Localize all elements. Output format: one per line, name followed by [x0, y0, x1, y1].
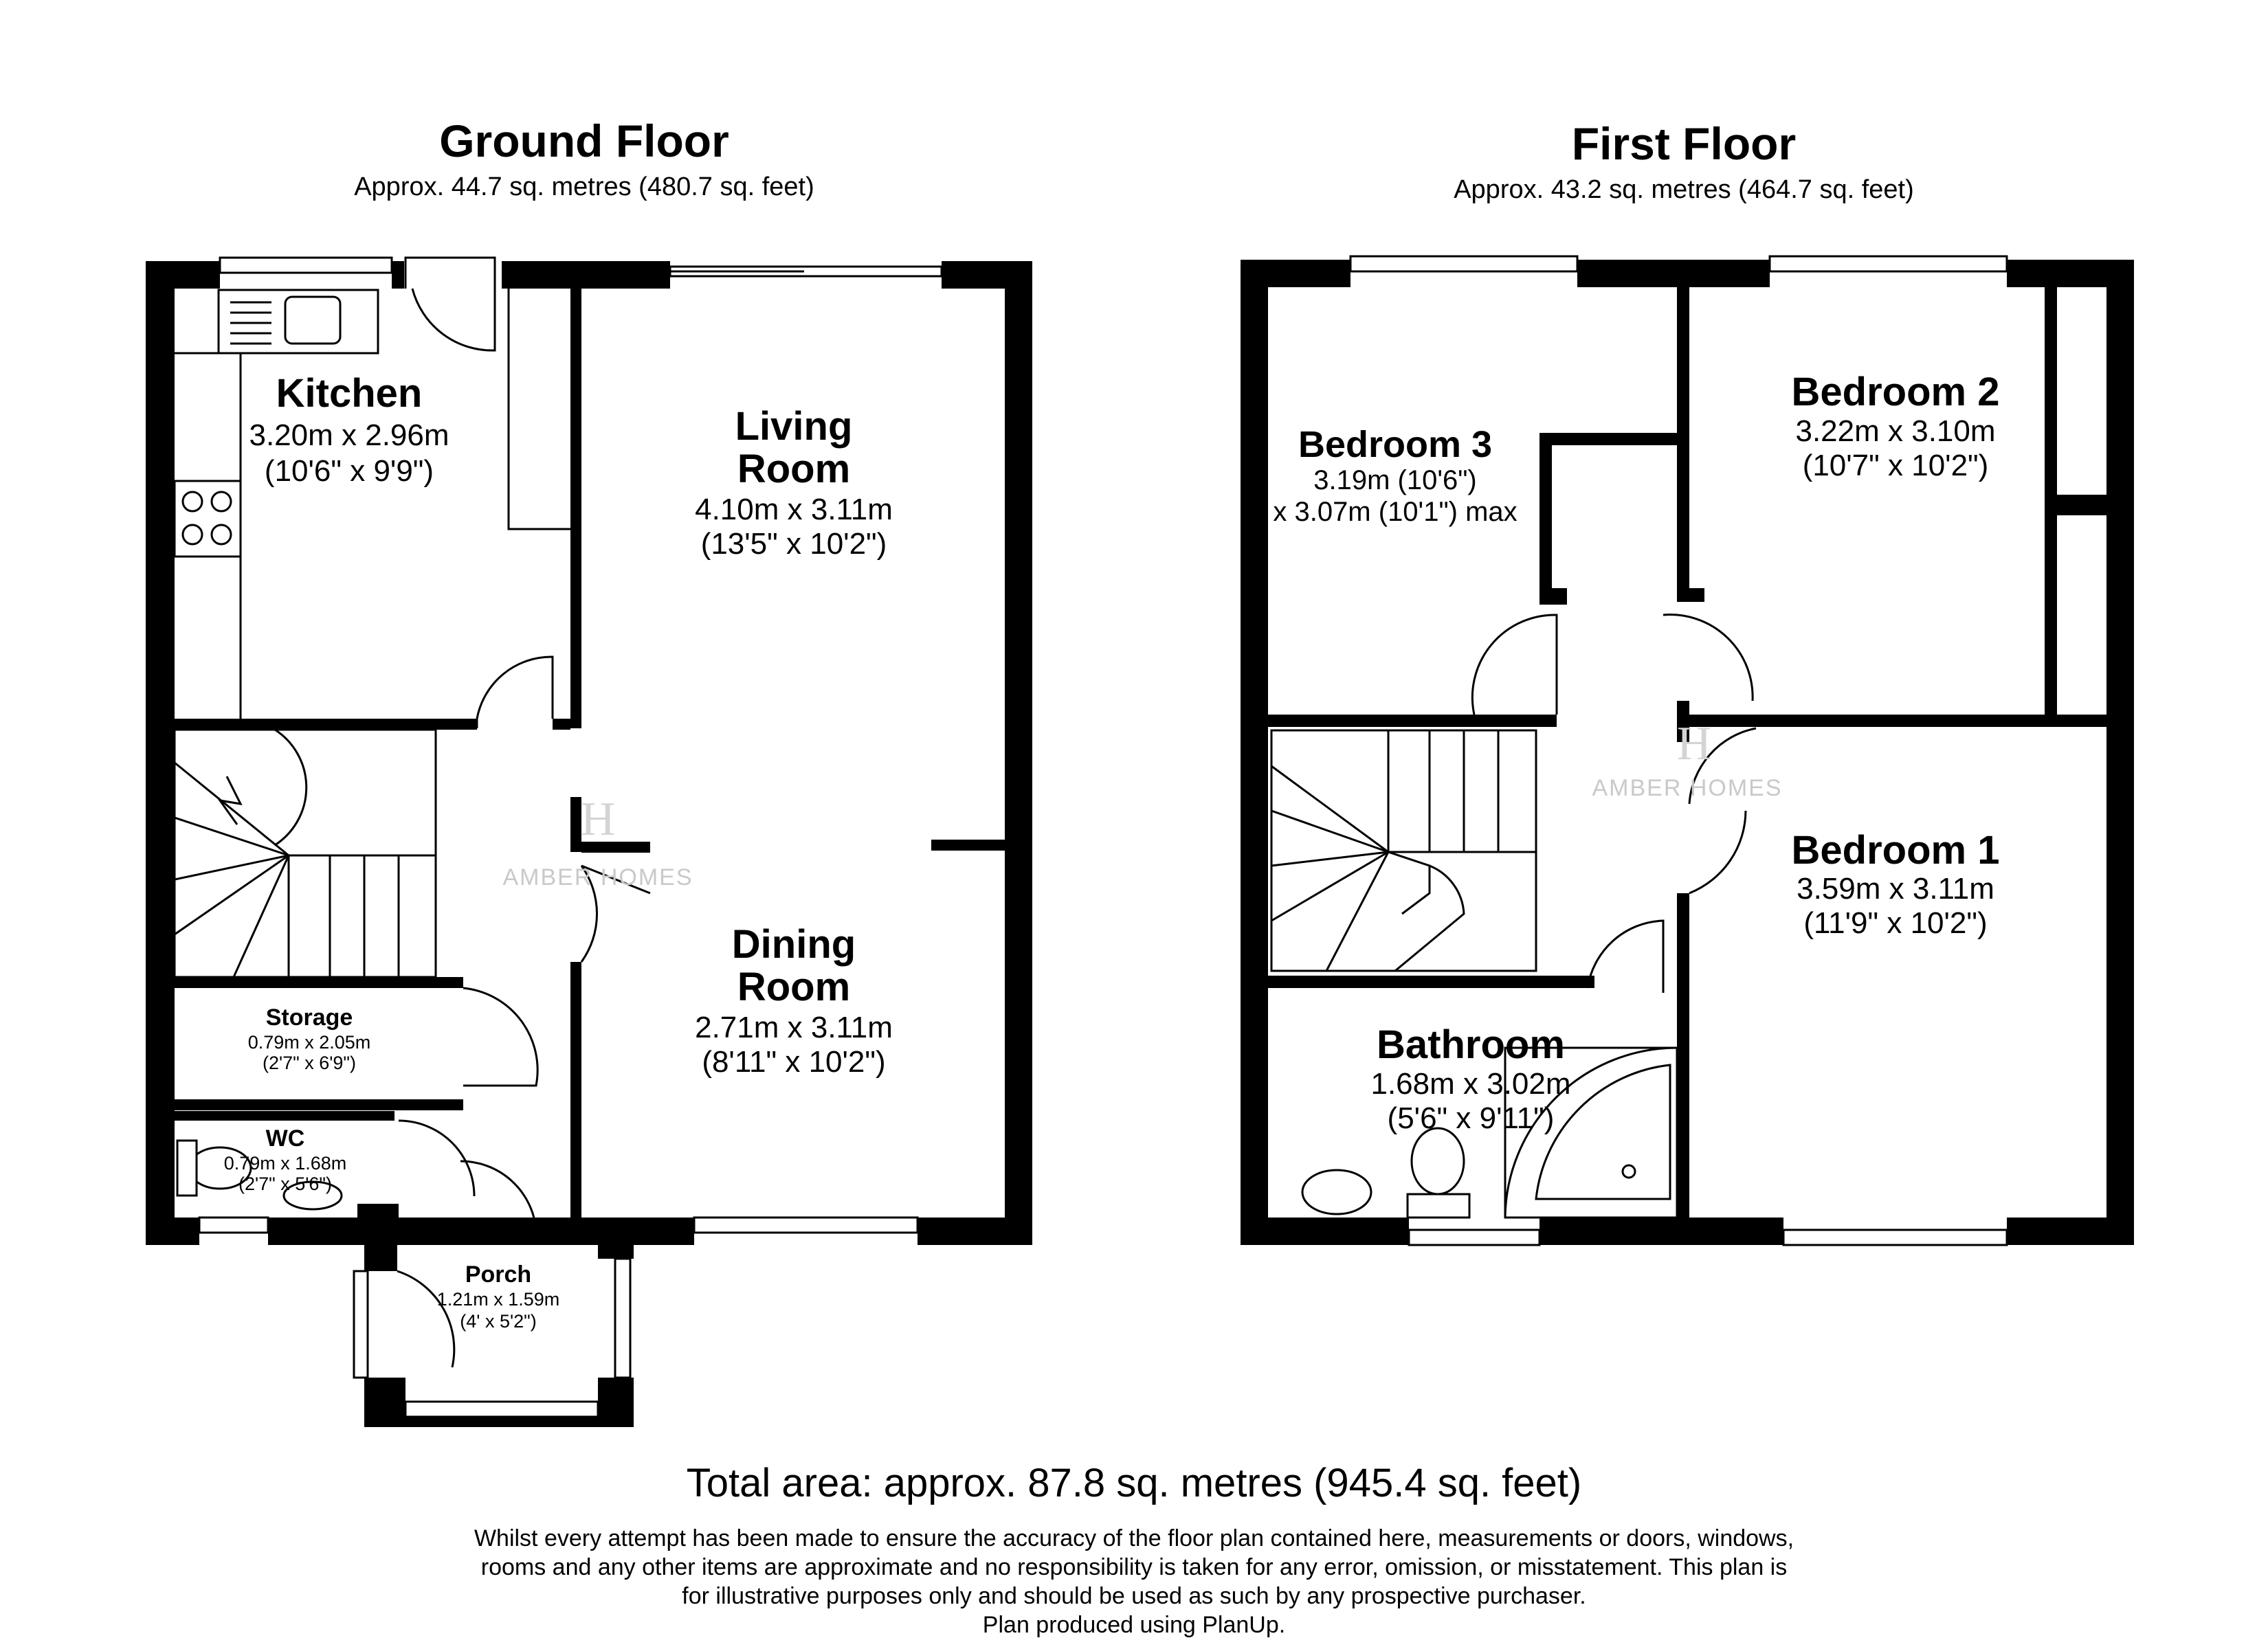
ff-bedroom1-window [1783, 1230, 2007, 1245]
porch-name: Porch [465, 1261, 532, 1288]
ff-toilet [1412, 1128, 1464, 1194]
storage-dim-m: 0.79m x 2.05m [247, 1032, 371, 1053]
ff-bedroom2-window [1770, 256, 2007, 271]
kitchen-name: Kitchen [276, 371, 423, 416]
disclaimer-line-4: Plan produced using PlanUp. [982, 1612, 1286, 1638]
ff-bedroom3-door [1472, 615, 1557, 715]
gf-porch-window-west [354, 1271, 368, 1378]
storage-name: Storage [265, 1005, 353, 1031]
ground-floor-area: Approx. 44.7 sq. metres (480.7 sq. feet) [354, 172, 814, 201]
bedroom2-dim-m: 3.22m x 3.10m [1795, 414, 1996, 448]
ff-watermark-text: AMBER HOMES [1592, 775, 1783, 801]
gf-wall-north-a [146, 261, 220, 289]
first-floor-title: First Floor [1571, 118, 1797, 169]
dining-room-dim-ft: (8'11" x 10'2") [702, 1045, 886, 1079]
bedroom1-dim-m: 3.59m x 3.11m [1797, 872, 1994, 906]
ff-wall-south-a [1241, 1218, 1409, 1245]
disclaimer-line-1: Whilst every attempt has been made to ensure the accuracy of the floor plan contained here, measurements or doors, windows, [474, 1525, 1794, 1551]
gf-kitchen-window [220, 258, 392, 273]
gf-porch-window-east [615, 1259, 630, 1378]
ff-wall-south-c [2007, 1218, 2134, 1245]
bedroom1-name: Bedroom 1 [1791, 828, 2000, 873]
dining-room-name-2: Room [737, 965, 851, 1009]
gf-wall-porch-ne [598, 1218, 634, 1259]
ff-wall-bed3-south [1268, 715, 1557, 727]
disclaimer-line-3: for illustrative purposes only and should be used as such by any prospective purchaser. [682, 1583, 1586, 1609]
wc-dim-m: 0.79m x 1.68m [223, 1153, 347, 1174]
bathroom-name: Bathroom [1377, 1022, 1565, 1067]
ground-floor-title: Ground Floor [439, 115, 729, 166]
gf-back-door-swing [412, 289, 495, 350]
gf-wc-cistern [177, 1141, 197, 1196]
gf-wall-south-c [918, 1218, 1032, 1245]
living-room-dim-m: 4.10m x 3.11m [695, 493, 893, 526]
total-area: Total area: approx. 87.8 sq. metres (945.4 sq. feet) [686, 1461, 1582, 1505]
gf-storage-door [463, 988, 537, 1086]
ff-wall-cupboard-north [1539, 433, 1677, 445]
gf-wall-kitchen-living [570, 289, 581, 728]
gf-wall-south-a [146, 1218, 199, 1245]
ff-wardrobe-divider [2045, 495, 2106, 515]
gf-wall-north-c [502, 261, 670, 289]
ff-bathroom-window [1409, 1230, 1539, 1245]
wc-dim-ft: (2'7" x 5'6") [238, 1174, 333, 1194]
gf-wall-kitchen-south [175, 719, 477, 730]
ff-bath-plughole [1623, 1165, 1635, 1178]
ff-wall-bed3-door-jamb [1539, 588, 1567, 605]
bedroom1-dim-ft: (11'9" x 10'2") [1803, 906, 1988, 940]
ff-bath-basin [1302, 1170, 1371, 1214]
first-floor-plan [1241, 256, 2134, 1245]
dining-room-dim-m: 2.71m x 3.11m [695, 1011, 893, 1044]
gf-front-door [397, 1271, 454, 1367]
ff-bedroom3-window [1350, 256, 1577, 271]
gf-wall-living-dining-stub [931, 840, 1005, 851]
ff-wall-north-a [1241, 260, 1350, 287]
ff-wall-west [1241, 260, 1268, 1245]
kitchen-dim-m: 3.20m x 2.96m [249, 418, 449, 452]
gf-staircase [175, 730, 436, 977]
gf-hob [175, 481, 241, 557]
gf-wall-stairs-south [175, 977, 463, 988]
gf-wall-hall-living-a [570, 797, 581, 852]
ff-toilet-cistern [1408, 1194, 1469, 1218]
gf-wall-storage-south [175, 1099, 463, 1110]
ff-wall-bath-north [1268, 976, 1594, 988]
ff-wall-north-b [1577, 260, 1770, 287]
ff-staircase [1271, 730, 1536, 971]
wc-name: WC [265, 1125, 305, 1152]
ff-wall-bed2-door-jamb [1677, 588, 1704, 602]
dining-room-name-1: Dining [731, 922, 856, 967]
bedroom3-name: Bedroom 3 [1298, 424, 1493, 465]
gf-kitchen-worktop-east [509, 289, 570, 529]
ff-wall-cupboard-west [1539, 433, 1552, 605]
gf-back-door-frame [405, 258, 495, 289]
gf-wall-west [146, 261, 175, 1245]
porch-dim-m: 1.21m x 1.59m [436, 1289, 560, 1310]
ff-bedroom2-door [1663, 615, 1753, 701]
ff-wall-bed3-bed2 [1677, 287, 1689, 602]
bedroom2-dim-ft: (10'7" x 10'2") [1802, 449, 1989, 482]
gf-sink-bowl [285, 297, 340, 344]
gf-kitchen-door-jamb [553, 719, 570, 730]
disclaimer-line-2: rooms and any other items are approximate and no responsibility is taken for any error, omission, or misstatement. This plan is [480, 1554, 1788, 1580]
bedroom3-dim-2: x 3.07m (10'1") max [1273, 497, 1517, 527]
gf-wc-window [199, 1218, 268, 1233]
first-floor-area: Approx. 43.2 sq. metres (464.7 sq. feet) [1454, 175, 1914, 204]
ff-bedroom1-door [1689, 811, 1746, 893]
gf-wall-east [1005, 261, 1032, 1245]
gf-dining-window [694, 1218, 918, 1233]
gf-wall-hall-dining [570, 962, 581, 1218]
gf-wc-door [399, 1121, 474, 1196]
gf-watermark-text: AMBER HOMES [502, 864, 693, 890]
ff-watermark-logo: H [1676, 717, 1712, 770]
gf-kitchen-door [477, 657, 553, 728]
living-room-dim-ft: (13'5" x 10'2") [700, 527, 887, 561]
gf-watermark-logo: H [580, 793, 616, 846]
living-room-name-2: Room [737, 447, 851, 491]
bedroom2-name: Bedroom 2 [1791, 370, 2000, 414]
bathroom-dim-ft: (5'6" x 9'11") [1387, 1101, 1555, 1135]
living-room-name-1: Living [735, 404, 853, 449]
storage-dim-ft: (2'7" x 6'9") [262, 1053, 357, 1073]
ff-bathroom-door [1588, 921, 1663, 988]
gf-wall-porch-west-a [364, 1218, 397, 1271]
gf-wall-north-b [392, 261, 404, 289]
ff-wall-east [2106, 260, 2134, 1245]
gf-wall-wc-north [175, 1111, 394, 1121]
ff-wall-bath-bed1 [1677, 893, 1689, 1218]
bedroom3-dim-1: 3.19m (10'6") [1313, 465, 1477, 495]
gf-porch-window-south [405, 1402, 598, 1417]
ground-floor-plan [146, 258, 1032, 1427]
bathroom-dim-m: 1.68m x 3.02m [1370, 1067, 1571, 1101]
porch-dim-ft: (4' x 5'2") [460, 1311, 537, 1332]
kitchen-dim-ft: (10'6" x 9'9") [264, 454, 434, 488]
ff-wall-bed2-south [1677, 715, 2106, 727]
ff-wall-south-b [1539, 1218, 1783, 1245]
